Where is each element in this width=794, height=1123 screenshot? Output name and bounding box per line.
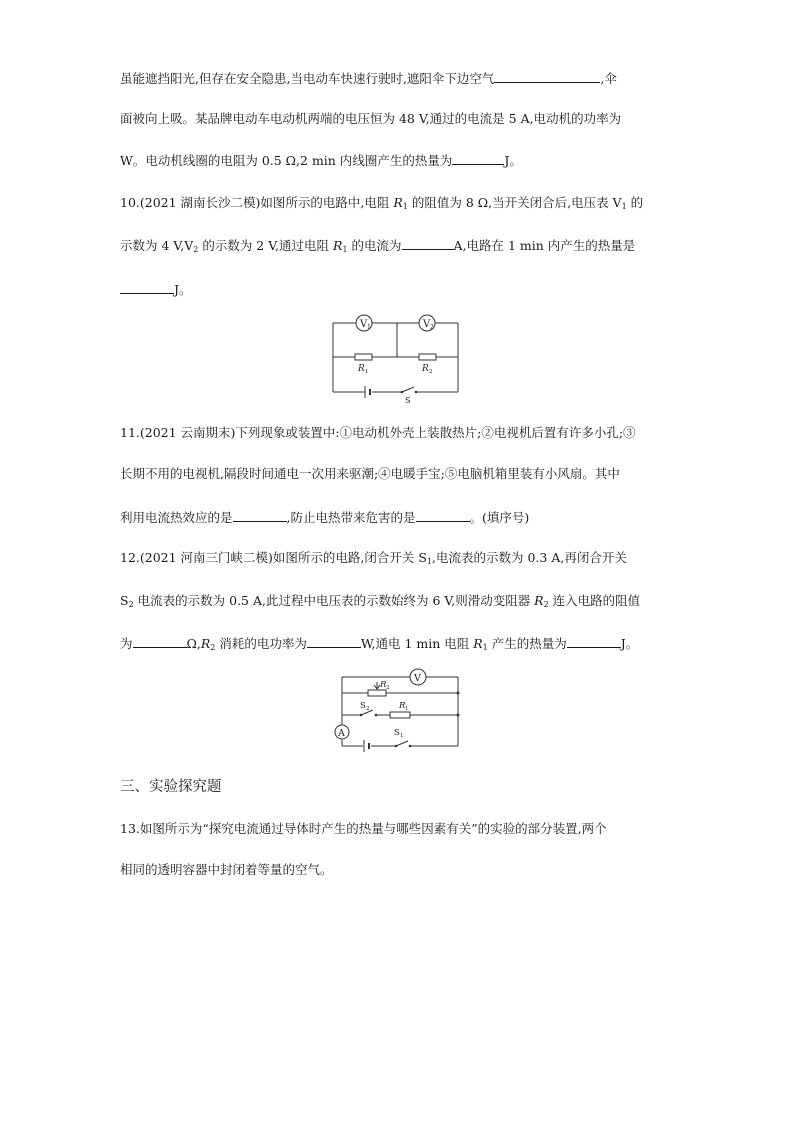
subscript: 1 [402,202,408,211]
switch-contact [409,745,412,748]
subscript: 1 [342,245,348,254]
text: J。 [174,282,192,297]
text: 消耗的电功率为 [215,636,307,651]
text: 长期不用的电视机,隔段时间通电一次用来驱潮;④电暖手宝;⑤电脑机箱里装有小风扇。其中 [120,466,620,481]
text: W。电动机线圈的电阻为 0.5 Ω,2 min 内线圈产生的热量为 [120,153,453,168]
text: 10.(2021 湖南长沙二模)如图所示的电路中,电阻 [120,195,394,210]
subscript: 2 [210,643,216,652]
text: ,电流表的示数为 0.3 A,再闭合开关 [432,550,627,565]
text: 的 [626,195,644,210]
text: ,伞 [600,71,617,86]
ammeter-label: A [338,728,345,739]
subscript: 2 [430,324,434,331]
switch-contact [401,391,404,394]
q13-line-2 [120,862,680,878]
q11-line-1 [120,425,680,441]
circuit-diagram-q12 [328,668,464,754]
subscript: 1 [482,643,488,652]
symbol-r: R [200,636,211,651]
voltmeter-label: V [414,673,421,684]
switch-contact [415,391,418,394]
text: 13.如图所示为“探究电流通过导体时产生的热量与哪些因素有关”的实验的部分装置,两个 [120,821,607,836]
text: 12.(2021 河南三门峡二模)如图所示的电路,闭合开关 S [120,550,427,565]
text: W,通电 1 min 电阻 [360,636,474,651]
text: 的电流为 [347,238,402,253]
symbol-r: R [534,593,544,608]
subscript: 1 [405,706,409,712]
text: 的示数为 2 V,通过电阻 [198,238,334,253]
subscript: 2 [386,685,390,691]
subscript: 2 [366,706,370,712]
switch-s-label: S [405,396,411,405]
q12-line-3 [120,635,680,652]
q9-line-2 [120,111,680,127]
text: 产生的热量为 [487,636,567,651]
symbol-r: R [473,636,483,651]
subscript: 2 [128,600,134,609]
text: 11.(2021 云南期末)下列现象或装置中:①电动机外壳上装散热片;②电视机后置有许多小孔;③ [120,425,636,440]
answer-blank[interactable] [133,635,187,648]
rheostat-r2-label: R [380,680,387,690]
text: A,电路在 1 min 内产生的热量是 [453,238,636,253]
switch-contact [360,714,363,717]
subscript: 1 [621,202,627,211]
answer-blank[interactable] [416,509,470,522]
subscript: 2 [193,245,199,254]
text: 虽能遮挡阳光,但存在安全隐患,当电动车快速行驶时,遮阳伞下边空气 [120,71,495,86]
q12-line-2 [120,593,680,609]
symbol-r: R [393,195,403,210]
text: 相同的透明容器中封闭着等量的空气。 [120,862,333,877]
text: 利用电流热效应的是 [120,510,233,525]
answer-blank[interactable] [402,237,454,250]
q10-line-1 [120,195,680,211]
voltmeter-v2-label: V [423,319,431,330]
q9-line-3 [120,152,680,169]
subscript: 1 [367,324,371,331]
text: J。 [620,636,639,651]
resistor-r1-label: R [358,364,365,374]
answer-blank[interactable] [120,281,174,294]
answer-blank[interactable] [494,70,600,83]
switch-s2-label: S [360,701,366,711]
voltmeter-v1-label: V [360,319,368,330]
text: 电流表的示数为 0.5 A,此过程中电压表的示数始终为 6 V,则滑动变阻器 [133,593,535,608]
junction-node [457,714,460,717]
text: S [120,593,129,608]
switch-contact [395,745,398,748]
q11-line-2 [120,466,680,482]
text: 连入电路的阻值 [548,593,641,608]
section-heading: 三、实验探究题 [120,779,222,795]
q10-line-3 [120,281,680,298]
text: J。 [504,153,522,168]
subscript: 1 [400,733,404,739]
text: 面被向上吸。某品牌电动车电动机两端的电压恒为 48 V,通过的电流是 5 A,电动机的功率为 [120,111,622,126]
subscript: 1 [426,557,433,566]
junction-node [457,692,460,695]
answer-blank[interactable] [233,509,287,522]
switch-contact [375,714,378,717]
q10-line-2 [120,237,680,254]
switch-s1-label: S [394,728,400,738]
circuit-diagram-q10 [330,310,465,405]
resistor-r1-label: R [399,701,406,711]
text: ,防止电热带来危害的是 [286,510,416,525]
answer-blank[interactable] [452,152,504,165]
text: 的阻值为 8 Ω,当开关闭合后,电压表 V [407,195,622,210]
text: Ω, [186,636,201,651]
text: 。(填序号) [469,510,530,525]
answer-blank[interactable] [567,635,621,648]
text: 为 [120,636,133,651]
q11-line-3 [120,509,680,526]
symbol-r: R [333,238,343,253]
resistor-r2-label: R [422,364,429,374]
subscript: 2 [429,369,433,375]
q13-line-1 [120,821,680,837]
text: 示数为 4 V,V [120,238,194,253]
q12-line-1 [120,550,680,566]
q9-line-1 [120,70,680,87]
subscript: 1 [365,369,369,375]
subscript: 2 [543,600,549,609]
answer-blank[interactable] [307,635,361,648]
